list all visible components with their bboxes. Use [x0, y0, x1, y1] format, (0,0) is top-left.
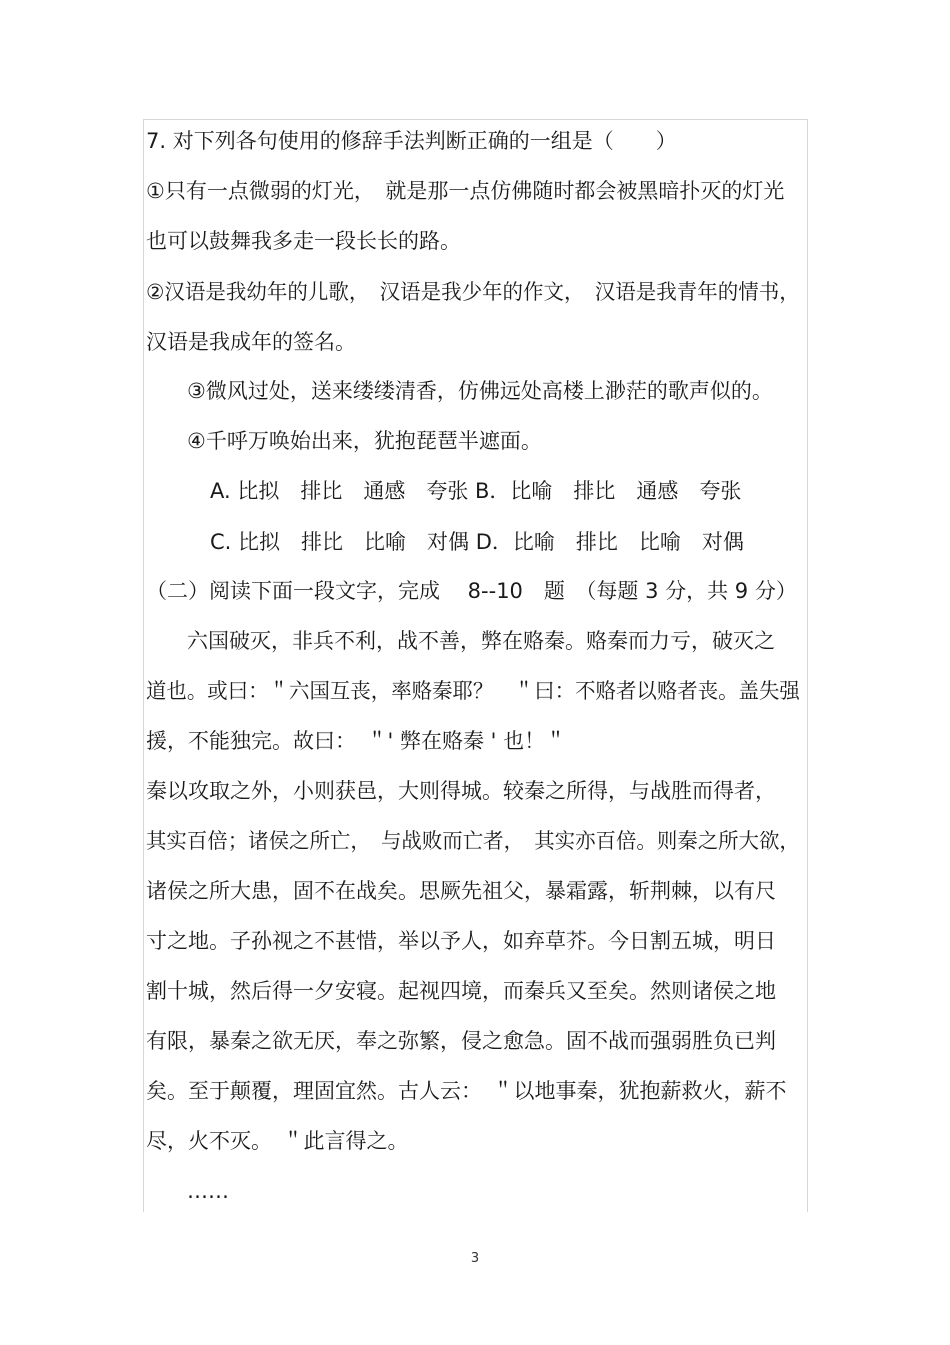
- sentence-4: ④千呼万唤始出来，犹抱琵琶半遮面。: [187, 429, 542, 453]
- sentence-2-line-1: ②汉语是我幼年的儿歌， 汉语是我少年的作文， 汉语是我青年的情书，: [146, 280, 800, 304]
- passage-line: 有限，暴秦之欲无厌，奉之弥繁，侵之愈急。固不战而强弱胜负已判: [146, 1029, 776, 1053]
- passage-line: 尽，火不灭。 ＂此言得之。: [146, 1129, 409, 1153]
- sentence-1-line-1: ①只有一点微弱的灯光， 就是那一点仿佛随时都会被黑暗扑灭的灯光: [146, 179, 785, 203]
- passage-line: 六国破灭，非兵不利，战不善，弊在赂秦。赂秦而力亏，破灭之: [187, 629, 775, 653]
- page-number: 3: [470, 1251, 480, 1266]
- question-stem: 7. 对下列各句使用的修辞手法判断正确的一组是（ ）: [146, 129, 677, 153]
- sentence-2-line-2: 汉语是我成年的签名。: [146, 330, 356, 354]
- sentence-1-line-2: 也可以鼓舞我多走一段长长的路。: [146, 229, 461, 253]
- options-a-b: A. 比拟 排比 通感 夸张 B．比喻 排比 通感 夸张: [210, 479, 742, 503]
- passage-line: 道也。或曰：＂六国互丧，率赂秦耶？ ＂曰：不赂者以赂者丧。盖失强: [146, 679, 800, 703]
- passage-line: 援，不能独完。故曰： ＂' 弊在赂秦 ' 也！＂: [146, 729, 567, 753]
- section-heading: （二）阅读下面一段文字，完成 8--10 题 （每题 3 分，共 9 分）: [146, 579, 797, 603]
- sentence-3: ③微风过处，送来缕缕清香，仿佛远处高楼上渺茫的歌声似的。: [187, 379, 773, 403]
- passage-line: 诸侯之所大患，固不在战矣。思厥先祖父，暴霜露，斩荆棘，以有尺: [146, 879, 776, 903]
- options-c-d: C. 比拟 排比 比喻 对偶 D．比喻 排比 比喻 对偶: [210, 530, 744, 554]
- passage-line: 割十城，然后得一夕安寝。起视四境，而秦兵又至矣。然则诸侯之地: [146, 979, 776, 1003]
- passage-line: 矣。至于颠覆，理固宜然。古人云： ＂以地事秦，犹抱薪救火，薪不: [146, 1079, 787, 1103]
- passage-line: 秦以攻取之外，小则获邑，大则得城。较秦之所得，与战胜而得者，: [146, 779, 776, 803]
- passage-line: 寸之地。子孙视之不甚惜，举以予人，如弃草芥。今日割五城，明日: [146, 929, 776, 953]
- passage-line: 其实百倍；诸侯之所亡， 与战败而亡者， 其实亦百倍。则秦之所大欲，: [146, 829, 800, 853]
- passage-ellipsis: ……: [187, 1179, 229, 1203]
